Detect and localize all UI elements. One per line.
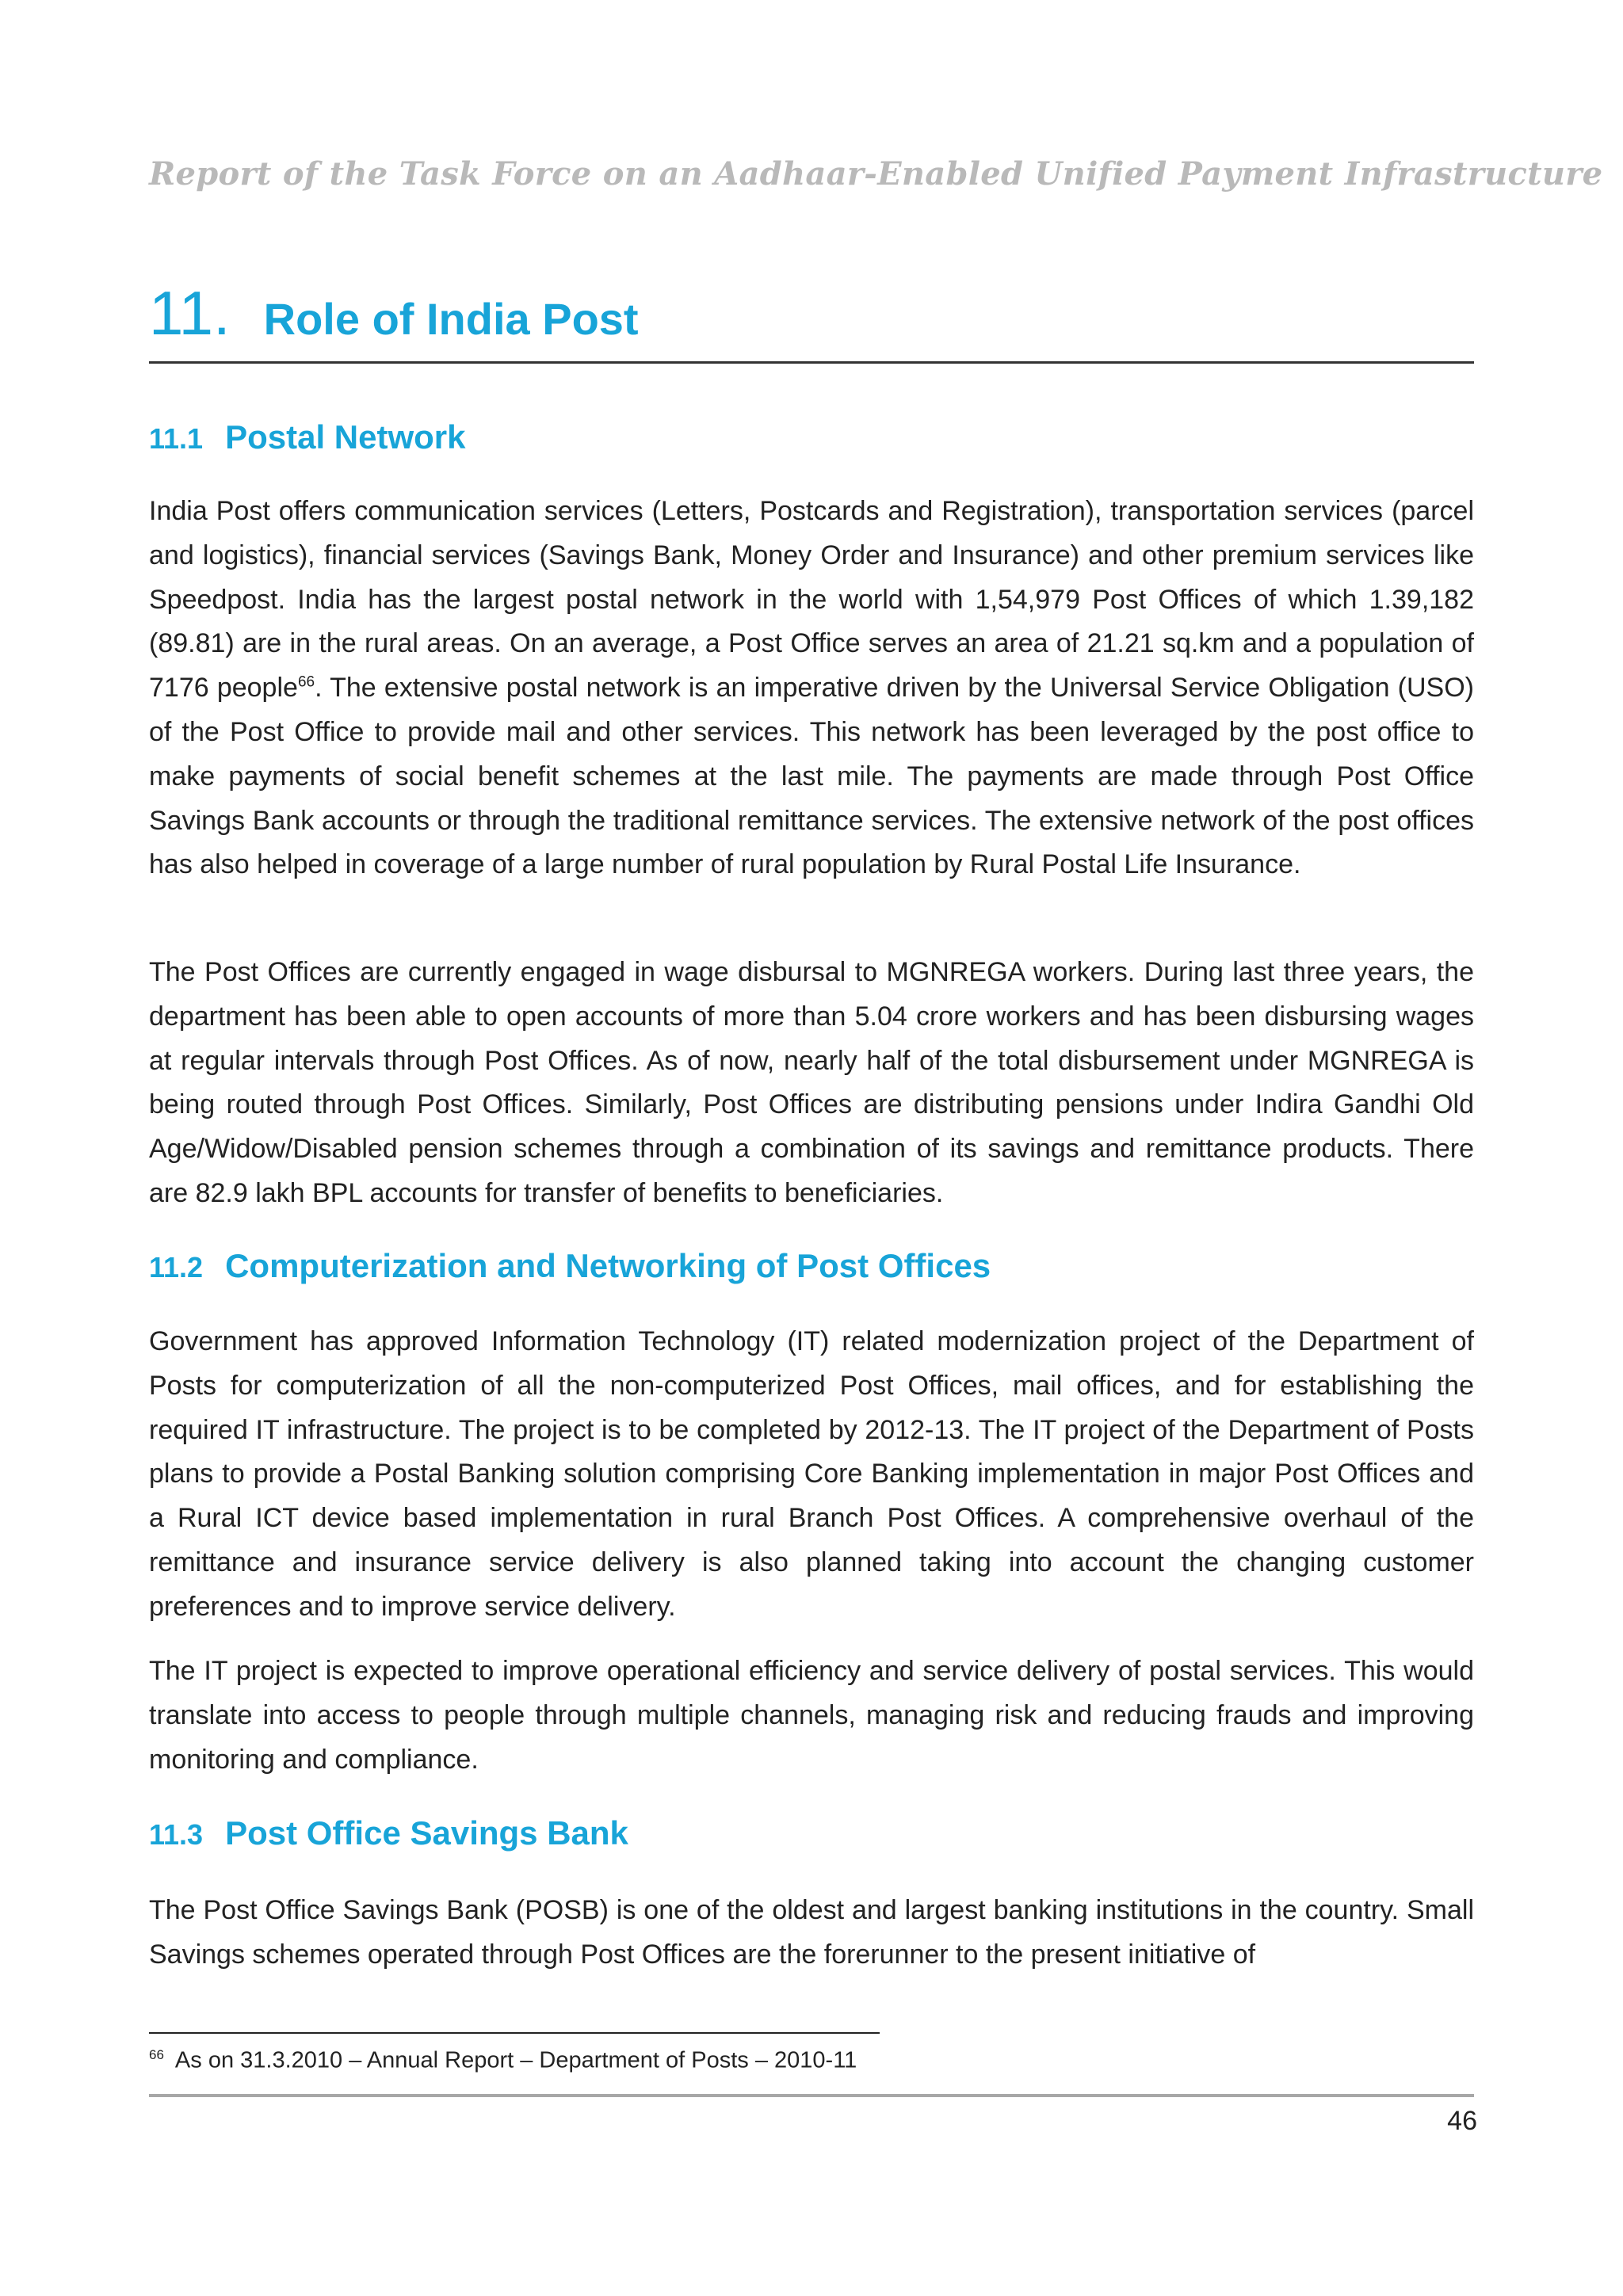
paragraph (149, 490, 1474, 887)
chapter-number: 11. (149, 278, 231, 348)
page-number: 46 (1447, 2106, 1477, 2136)
section-heading-11-2 (149, 1247, 1474, 1285)
section-title: Postal Network (225, 418, 466, 456)
section-heading-11-1 (149, 418, 1474, 456)
section-title: Computerization and Networking of Post Offices (225, 1247, 991, 1284)
section-number: 11.3 (149, 1818, 204, 1851)
footnote-text: As on 31.3.2010 – Annual Report – Department of Posts – 2010-11 (174, 2047, 857, 2073)
chapter-title: Role of India Post (263, 294, 639, 344)
section-heading-11-3 (149, 1814, 1474, 1852)
paragraph: The Post Offices are currently engaged in wage disbursal to MGNREGA workers. During last three years, the department has been able to open accounts of more than 5.04 crore workers and has been disbursing wages at regular intervals through Post Offices. As of now, nearly half of the total disbursement under MGNREGA is being routed through Post Offices. Similarly, Post Offices are distributing pensions under Indira Gandhi Old Age/Widow/Disabled pension schemes through a combination of its savings and remittance products. There are 82.9 lakh BPL accounts for transfer of benefits to beneficiaries. (149, 957, 1474, 1208)
footnote-divider (149, 2032, 880, 2034)
running-header: Report of the Task Force on an Aadhaar-Enabled Unified Payment Infrastructure (149, 155, 1603, 193)
paragraph-text: India Post offers communication services (Letters, Postcards and Registration), transportation services (parcel and logistics), financial services (Savings Bank, Money Order and Insurance) and other premium services like Speedpost. India has the largest postal network in the world with 1,54,979 Post Offices of which 1.39,182 (89.81) are in the rural areas. On an average, a Post Office serves an area of 21.21 sq.km and a population of 7176 people (149, 496, 1474, 704)
chapter-heading (149, 277, 1474, 364)
footnote-ref: 66 (297, 673, 315, 691)
footnote-marker: 66 (149, 2047, 164, 2062)
section-title: Post Office Savings Bank (225, 1814, 628, 1852)
footnote (149, 2047, 857, 2074)
paragraph: Government has approved Information Technology (IT) related modernization project of the Department of Posts for computerization of all the non-computerized Post Offices, mail offices, and for establishing the required IT infrastructure. The project is to be completed by 2012-13. The IT project of the Department of Posts plans to provide a Postal Banking solution comprising Core Banking implementation in major Post Offices and a Rural ICT device based implementation in rural Branch Post Offices. A comprehensive overhaul of the remittance and insurance service delivery is also planned taking into account the changing customer preferences and to improve service delivery. (149, 1326, 1474, 1622)
paragraph: The Post Office Savings Bank (POSB) is one of the oldest and largest banking institutions in the country. Small Savings schemes operated through Post Offices are the forerunner to the present initiative of (149, 1895, 1474, 1970)
page-footer-divider (149, 2094, 1474, 2097)
paragraph-text: . The extensive postal network is an imperative driven by the Universal Service Obligation (USO) of the Post Office to provide mail and other services. This network has been leveraged by the post office to make payments of social benefit schemes at the last mile. The payments are made through Post Office Savings Bank accounts or through the traditional remittance services. The extensive network of the post offices has also helped in coverage of a large number of rural population by Rural Postal Life Insurance. (149, 673, 1475, 880)
paragraph: The IT project is expected to improve operational efficiency and service delivery of postal services. This would translate into access to people through multiple channels, managing risk and reducing frauds and improving monitoring and compliance. (149, 1656, 1474, 1775)
section-number: 11.1 (149, 422, 204, 455)
section-number: 11.2 (149, 1251, 204, 1283)
